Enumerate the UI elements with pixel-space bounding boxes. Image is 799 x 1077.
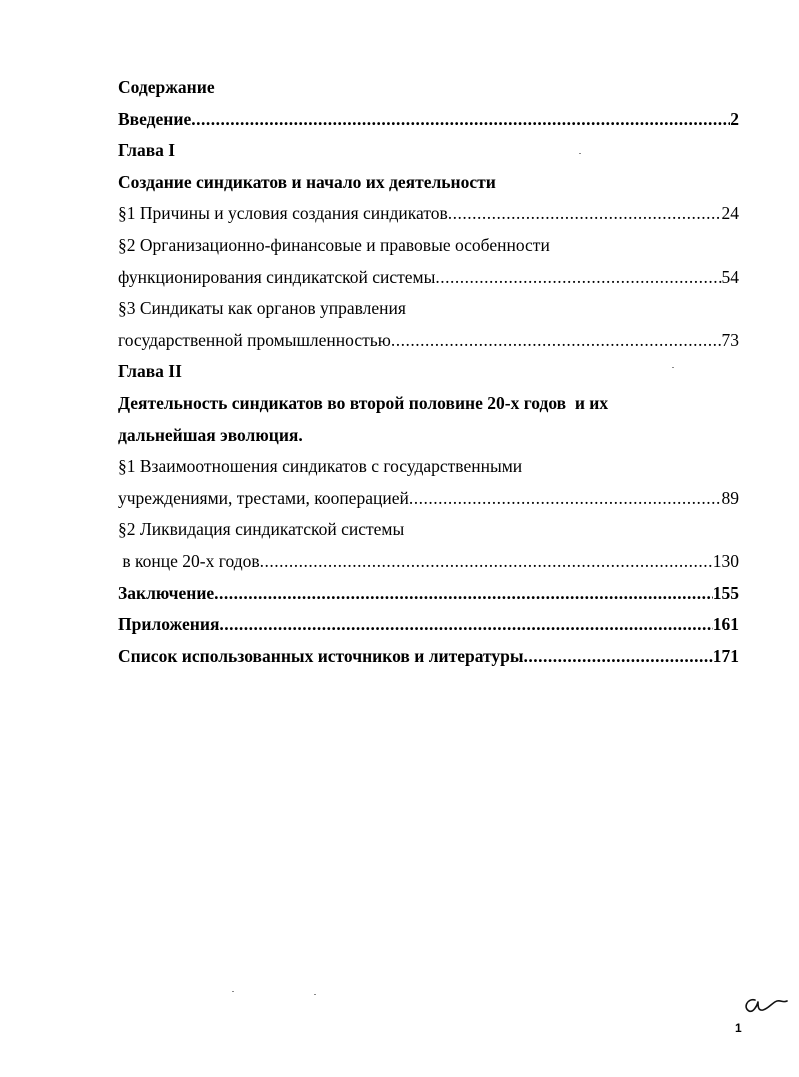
toc-entry-label: функционирования синдикатской системы [118, 266, 436, 287]
dot-leader [260, 546, 713, 578]
dot-leader [219, 609, 712, 641]
chapter-title-text: дальнейшая эволюция. [118, 424, 303, 445]
toc-entry-page: 2 [730, 108, 739, 129]
dot-leader [391, 325, 722, 357]
toc-entry-label: учреждениями, трестами, кооперацией [118, 487, 409, 508]
table-of-contents [118, 72, 739, 672]
chapter-1-label [118, 135, 739, 167]
dot-leader [435, 262, 721, 294]
toc-entry-page: 89 [721, 487, 739, 508]
toc-entry-label: §1 Причины и условия создания синдикатов [118, 203, 448, 224]
toc-entry-appendices [118, 609, 739, 641]
toc-entry-ch1-section3-line2 [118, 325, 739, 357]
scan-speck [579, 153, 581, 154]
scan-speck [232, 991, 234, 992]
toc-heading-text: Содержание [118, 77, 215, 97]
toc-entry-ch2-section1-line2 [118, 483, 739, 515]
dot-leader [448, 198, 722, 230]
toc-entry-ch2-section2-line1 [118, 514, 739, 546]
page-number: 1 [735, 1021, 742, 1035]
toc-entry-label: государственной промышленностью [118, 329, 391, 350]
chapter-2-title-line1 [118, 388, 739, 420]
scan-speck [314, 994, 316, 995]
dot-leader [191, 104, 730, 136]
toc-entry-label: §2 Ликвидация синдикатской системы [118, 519, 405, 540]
chapter-label-text: Глава I [118, 140, 176, 161]
toc-entry-bibliography [118, 641, 739, 673]
toc-entry-page: 24 [721, 203, 739, 224]
toc-entry-page: 171 [712, 645, 739, 666]
toc-entry-ch1-section2-line2 [118, 262, 739, 294]
toc-entry-page: 130 [712, 550, 739, 571]
chapter-2-title-line2 [118, 420, 739, 452]
toc-entry-label: §2 Организационно-финансовые и правовые особенности [118, 234, 550, 255]
dot-leader [524, 641, 713, 673]
toc-entry-page: 73 [721, 329, 739, 350]
toc-entry-label: в конце 20-х годов [118, 550, 260, 571]
toc-entry-introduction [118, 104, 739, 136]
chapter-title-text: Деятельность синдикатов во второй половине 20-х годов и их [118, 392, 609, 413]
chapter-2-label [118, 356, 739, 388]
toc-entry-label: Приложения [118, 614, 220, 635]
toc-entry-label: §3 Синдикаты как органов управления [118, 298, 406, 319]
toc-entry-ch1-section1 [118, 198, 739, 230]
toc-entry-ch2-section2-line2 [118, 546, 739, 578]
chapter-label-text: Глава II [118, 361, 182, 382]
toc-entry-label: Заключение [118, 582, 215, 603]
toc-entry-ch1-section2-line1 [118, 230, 739, 262]
scan-speck [672, 367, 674, 368]
toc-entry-page: 155 [712, 582, 739, 603]
chapter-title-text: Создание синдикатов и начало их деятельности [118, 171, 496, 192]
handwritten-signature-icon [741, 992, 789, 1020]
toc-entry-page: 161 [712, 614, 739, 635]
toc-entry-ch2-section1-line1 [118, 451, 739, 483]
dot-leader [409, 483, 722, 515]
toc-entry-label: §1 Взаимоотношения синдикатов с государственными [118, 456, 523, 477]
toc-entry-label: Список использованных источников и литературы [118, 645, 524, 666]
dot-leader [214, 578, 713, 610]
chapter-1-title [118, 167, 739, 199]
toc-entry-page: 54 [721, 266, 739, 287]
toc-entry-conclusion [118, 578, 739, 610]
toc-heading [118, 72, 739, 104]
toc-entry-label: Введение [118, 108, 192, 129]
toc-entry-ch1-section3-line1 [118, 293, 739, 325]
